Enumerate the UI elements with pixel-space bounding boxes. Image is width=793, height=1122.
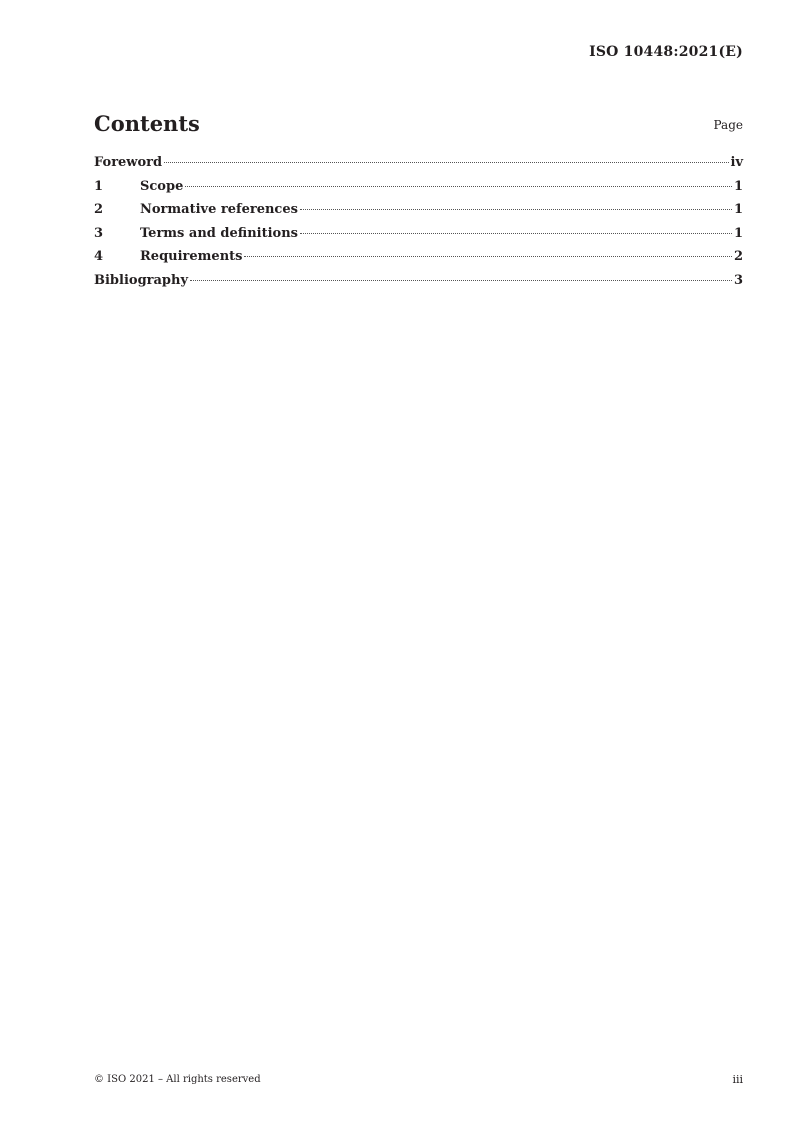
page-title: Contents (94, 111, 200, 136)
toc-entry-scope[interactable] (94, 179, 743, 203)
toc-entry-title: Terms and definitions (140, 225, 298, 241)
dot-leader (164, 162, 728, 163)
toc-entry-number: 3 (94, 225, 104, 241)
toc-entry-page: iv (730, 155, 743, 170)
toc-entry-title: Requirements (140, 249, 243, 265)
dot-leader (300, 209, 732, 210)
toc-entry-requirements[interactable] (94, 249, 743, 273)
toc-entry-title: Bibliography (94, 272, 189, 288)
toc-entry-page: 1 (733, 225, 743, 241)
toc-entry-page: 1 (733, 178, 743, 194)
toc-entry-terms-and-definitions[interactable] (94, 226, 743, 250)
toc-entry-page: 2 (733, 249, 743, 265)
toc-entry-title: Scope (140, 178, 184, 194)
dot-leader (300, 233, 732, 234)
toc-entry-title: Foreword (94, 155, 163, 170)
copyright-notice: © ISO 2021 – All rights reserved (94, 1074, 261, 1085)
page-number: iii (732, 1073, 743, 1086)
toc-entry-page: 1 (733, 202, 743, 218)
dot-leader (244, 256, 731, 257)
toc-entry-title: Normative references (140, 202, 298, 218)
dot-leader (190, 280, 732, 281)
table-of-contents (94, 155, 743, 297)
toc-entry-bibliography[interactable] (94, 273, 743, 297)
page-column-label: Page (713, 118, 743, 132)
toc-entry-number: 4 (94, 249, 104, 265)
toc-entry-number: 2 (94, 202, 104, 218)
toc-entry-foreword[interactable] (94, 155, 743, 179)
toc-entry-number: 1 (94, 178, 104, 194)
dot-leader (185, 186, 732, 187)
toc-entry-page: 3 (733, 272, 743, 288)
toc-entry-normative-references[interactable] (94, 202, 743, 226)
document-id: ISO 10448:2021(E) (589, 44, 743, 60)
